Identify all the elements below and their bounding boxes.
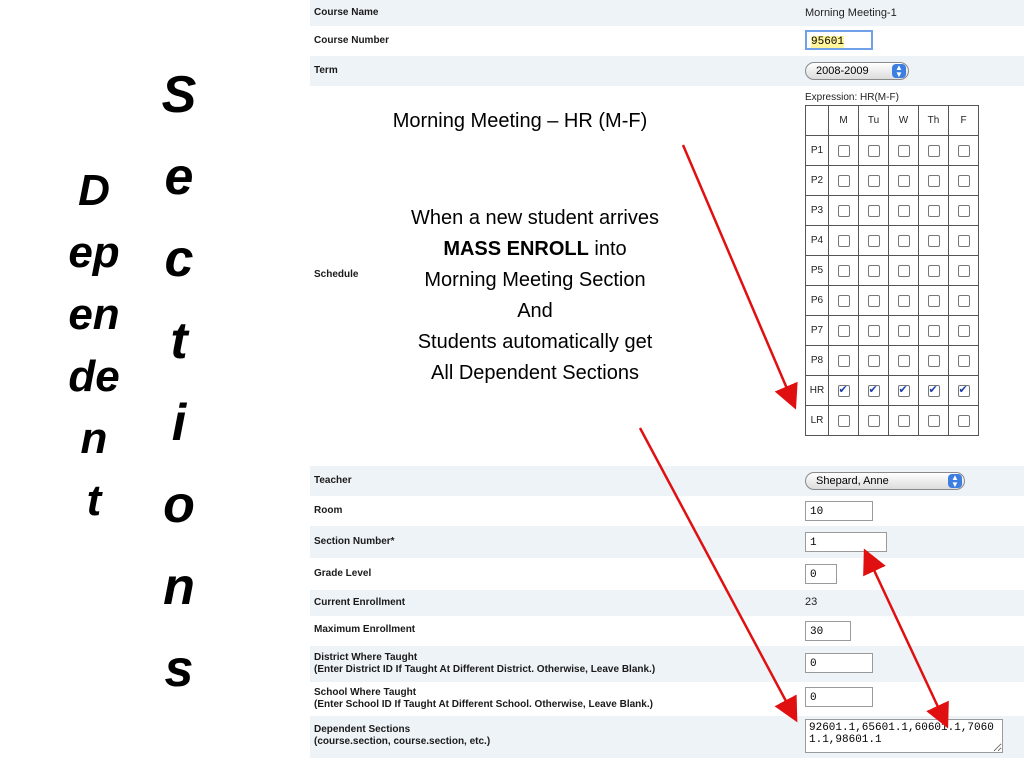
dependent-fragment-2: en [68, 290, 120, 339]
select-arrows-icon: ▲ ▼ [892, 64, 906, 78]
grade-level-input[interactable]: 0 [805, 564, 837, 584]
current-enrollment-label: Current Enrollment [314, 597, 406, 608]
maximum-enrollment-input[interactable]: 30 [805, 621, 851, 641]
arrow-to-hr-row [683, 145, 794, 405]
teacher-label: Teacher [314, 475, 352, 486]
course-number-label: Course Number [314, 35, 390, 46]
course-name-value: Morning Meeting-1 [805, 7, 897, 19]
schedule-expression: Expression: HR(M-F) [805, 92, 899, 103]
period-label: P3 [806, 196, 829, 226]
dependent-fragment-0: D [78, 166, 110, 215]
period-label: P2 [806, 166, 829, 196]
district-where-taught-input[interactable]: 0 [805, 653, 873, 673]
dependent-fragment-4: n [80, 414, 108, 463]
annotation-mass-enroll: MASS ENROLL [443, 238, 589, 260]
period-label: LR [806, 406, 829, 436]
period-label: P1 [806, 136, 829, 166]
annotation-title: Morning Meeting – HR (M-F) [392, 110, 648, 132]
term-select[interactable]: 2008-2009 ▲ ▼ [805, 62, 909, 80]
dependent-sections-label: Dependent Sections (course.section, course.section, etc.) [314, 724, 491, 747]
district-where-taught-label: District Where Taught (Enter District ID If Taught At Different District. Otherwise, Leave Blank.) [314, 652, 656, 675]
period-label: HR [806, 376, 829, 406]
annotation-line-2-rest: into [588, 238, 627, 260]
annotation-line-3: Morning Meeting Section [424, 269, 646, 291]
arrow-section-number-to-dependent [866, 553, 946, 724]
day-header: Tu [859, 106, 889, 136]
period-label: P5 [806, 256, 829, 286]
section-number-label: Section Number* [314, 536, 395, 547]
annotation-line-5: Students automatically get [417, 331, 653, 353]
sections-letter-6: n [163, 558, 195, 616]
sections-letter-2: c [164, 230, 194, 288]
maximum-enrollment-label: Maximum Enrollment [314, 624, 416, 635]
annotation-line-6: All Dependent Sections [431, 362, 639, 384]
sections-letter-4: i [171, 394, 187, 452]
period-label: P7 [806, 316, 829, 346]
sections-letter-0: S [161, 66, 197, 124]
course-number-input[interactable]: 95601 [805, 30, 873, 50]
current-enrollment-value: 23 [805, 596, 818, 608]
grade-level-label: Grade Level [314, 568, 372, 579]
dependent-fragment-5: t [86, 476, 102, 525]
teacher-select[interactable]: Shepard, Anne ▲ ▼ [805, 472, 965, 490]
period-label: P8 [806, 346, 829, 376]
sections-letter-7: s [164, 640, 194, 698]
sections-letter-1: e [164, 148, 194, 206]
term-label: Term [314, 65, 338, 76]
sections-letter-3: t [170, 312, 188, 370]
annotation-line-1: When a new student arrives [411, 207, 659, 229]
arrow-to-dependent-sections [640, 428, 795, 718]
course-name-label: Course Name [314, 7, 379, 18]
day-header: Th [919, 106, 949, 136]
sections-letter-5: o [163, 476, 195, 534]
select-arrows-icon: ▲ ▼ [948, 474, 962, 488]
day-header: M [829, 106, 859, 136]
day-header: W [889, 106, 919, 136]
school-where-taught-label: School Where Taught (Enter School ID If Taught At Different School. Otherwise, Leave Blank.) [314, 687, 653, 710]
room-input[interactable]: 10 [805, 501, 873, 521]
dependent-fragment-1: ep [68, 228, 120, 277]
day-header: F [949, 106, 979, 136]
schedule-label: Schedule [314, 269, 359, 280]
period-label: P4 [806, 226, 829, 256]
period-label: P6 [806, 286, 829, 316]
school-where-taught-input[interactable]: 0 [805, 687, 873, 707]
section-number-input[interactable]: 1 [805, 532, 887, 552]
dependent-fragment-3: de [68, 352, 120, 401]
annotation-line-4: And [517, 300, 553, 322]
room-label: Room [314, 505, 343, 516]
